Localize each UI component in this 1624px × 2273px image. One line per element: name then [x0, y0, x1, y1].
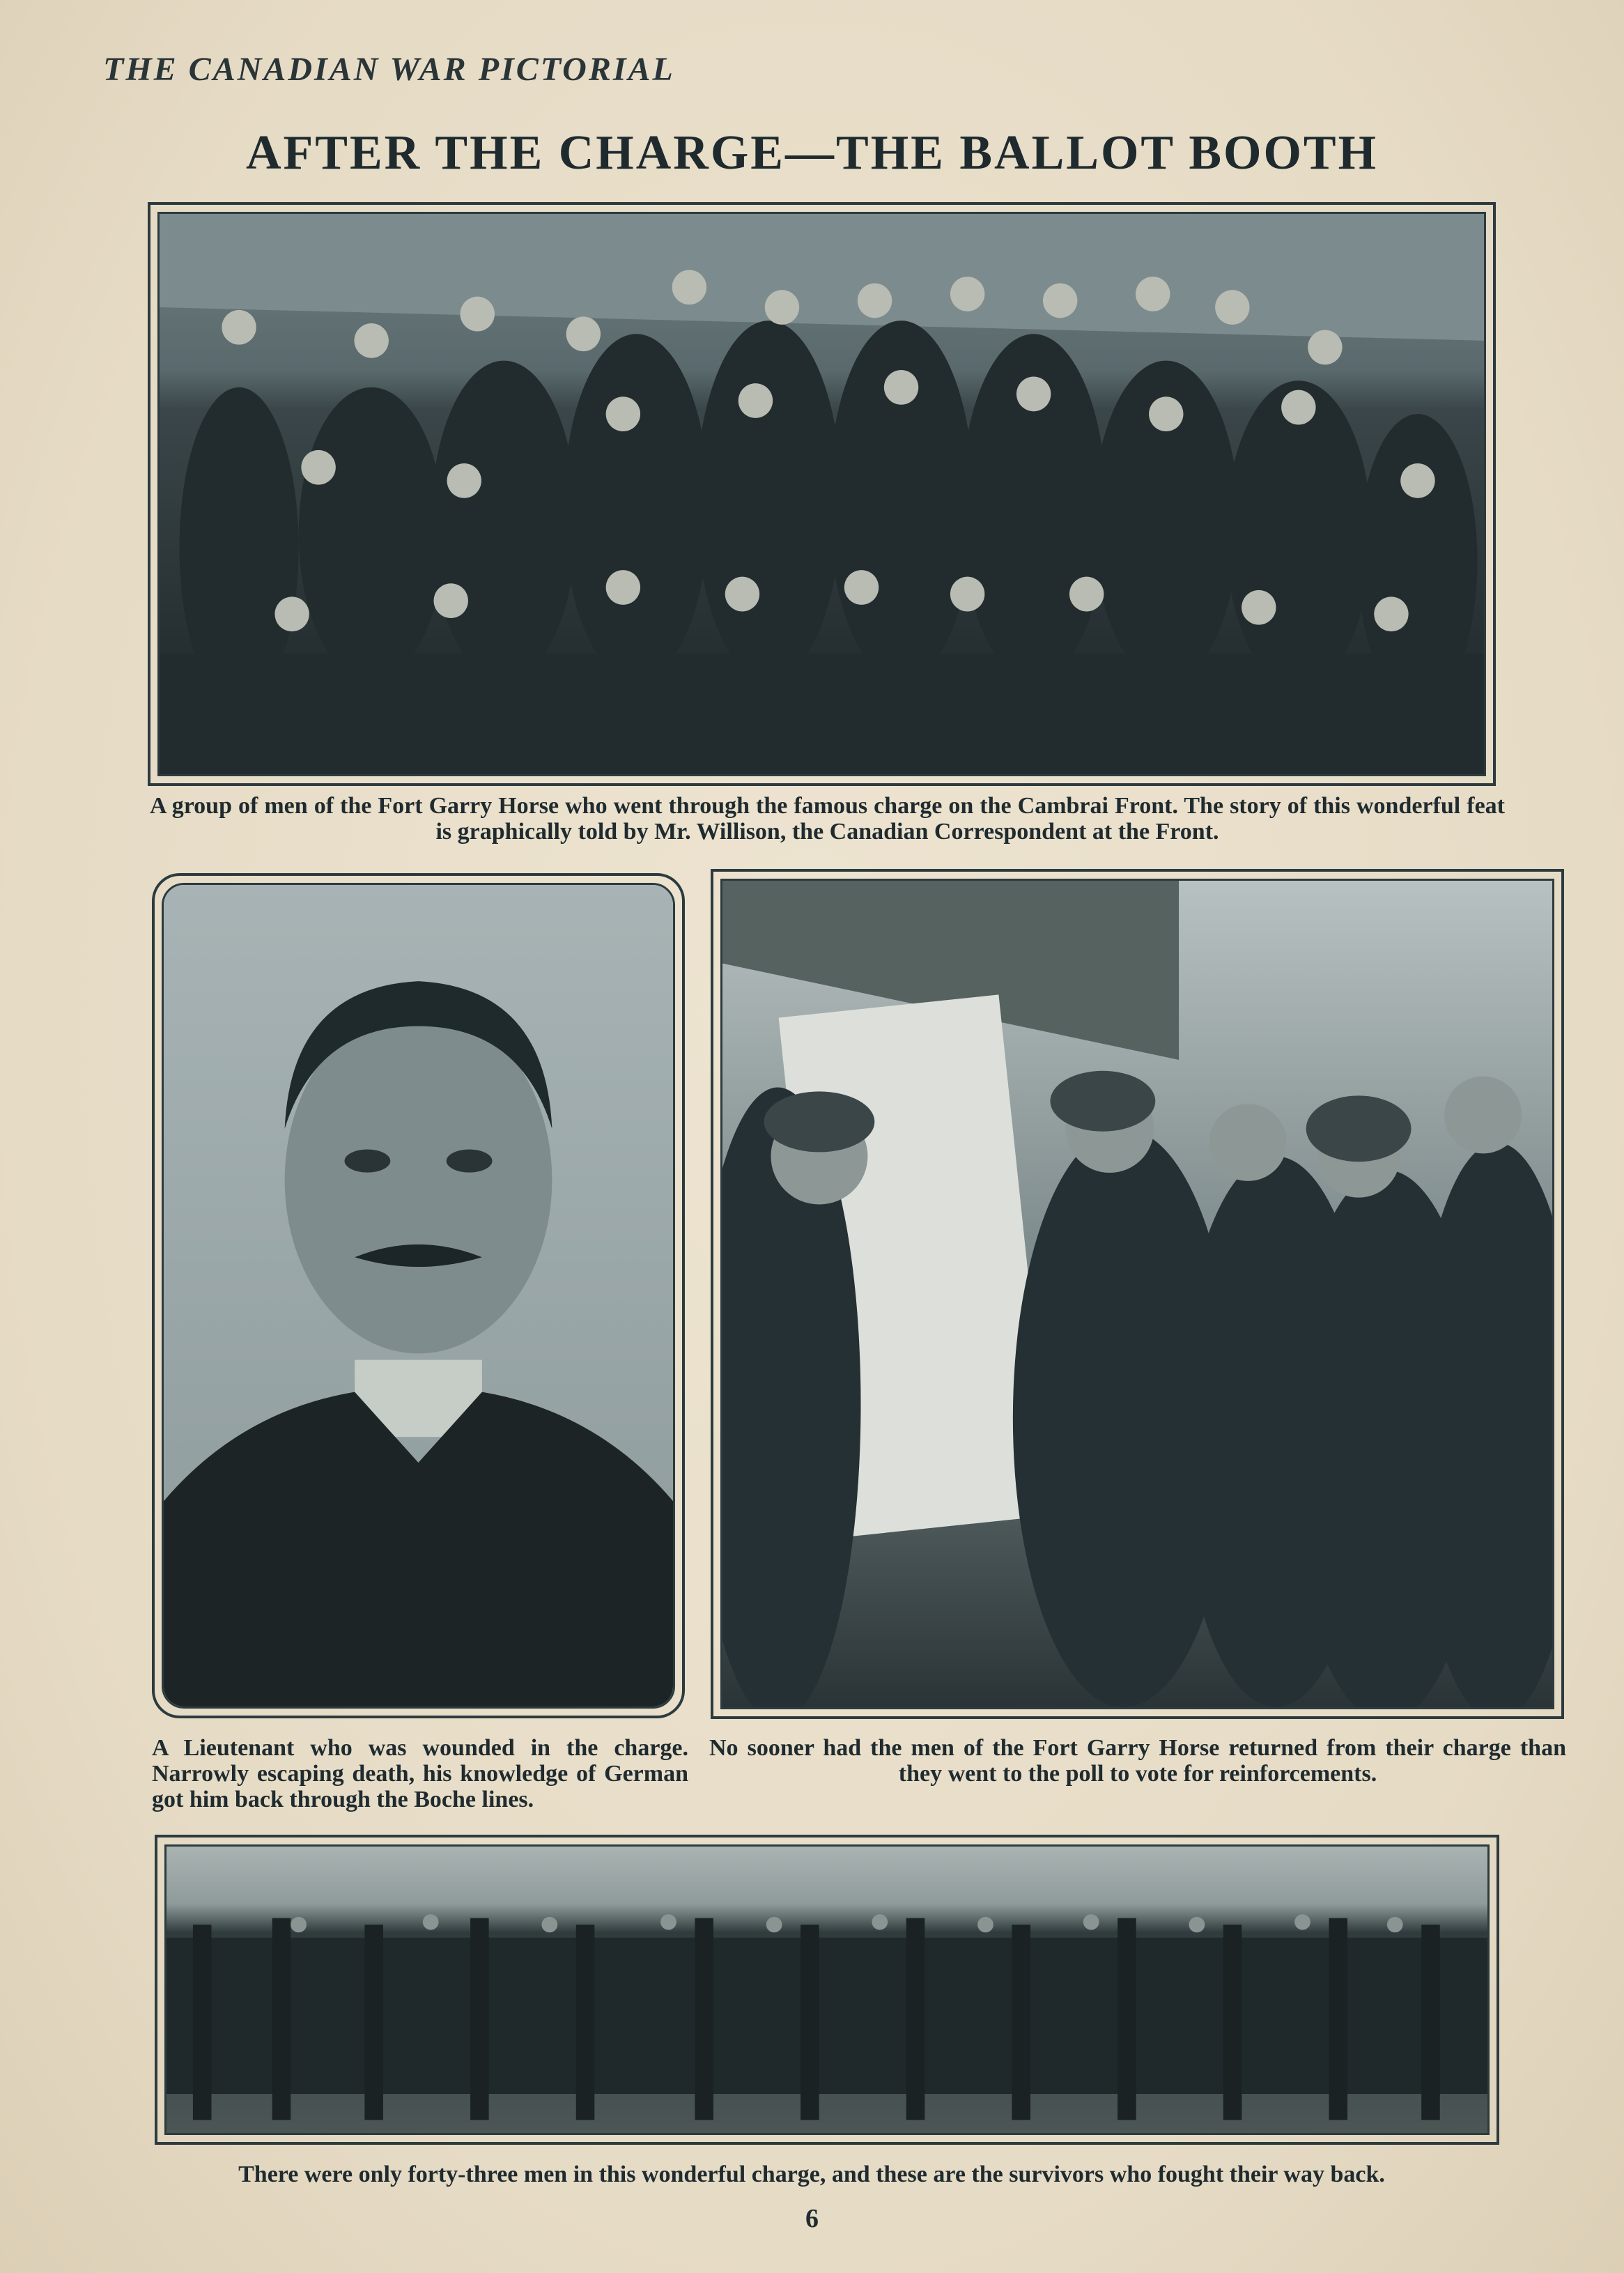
survivors-with-horses-photo [167, 1847, 1487, 2133]
portrait-photo-frame [152, 873, 685, 1718]
lieutenant-portrait-photo [164, 885, 673, 1706]
ballot-photo-frame [711, 869, 1564, 1719]
group-of-soldiers-photo [160, 214, 1484, 774]
publication-title: THE CANADIAN WAR PICTORIAL [103, 51, 675, 88]
soldiers-at-poll-photo [722, 881, 1552, 1707]
group-photo-frame [148, 202, 1496, 786]
ballot-photo-caption: No sooner had the men of the Fort Garry Horse returned from their charge than they went to the poll to vote for reinforcements. [709, 1735, 1566, 1787]
survivors-photo-frame [155, 1835, 1499, 2145]
survivors-photo-caption: There were only forty-three men in this wonderful charge, and these are the survivors who fought their way back. [238, 2162, 1385, 2187]
page-headline: AFTER THE CHARGE—THE BALLOT BOOTH [245, 126, 1379, 180]
portrait-caption: A Lieutenant who was wounded in the charge. Narrowly escaping death, his knowledge of German got him back through the Boche lines. [152, 1735, 688, 1812]
page-number: 6 [805, 2204, 819, 2233]
group-photo-caption: A group of men of the Fort Garry Horse who went through the famous charge on the Cambrai Front. The story of this wonderful feat is graphically told by Mr. Willison, the Canadian Correspondent at the Front. [150, 793, 1505, 845]
